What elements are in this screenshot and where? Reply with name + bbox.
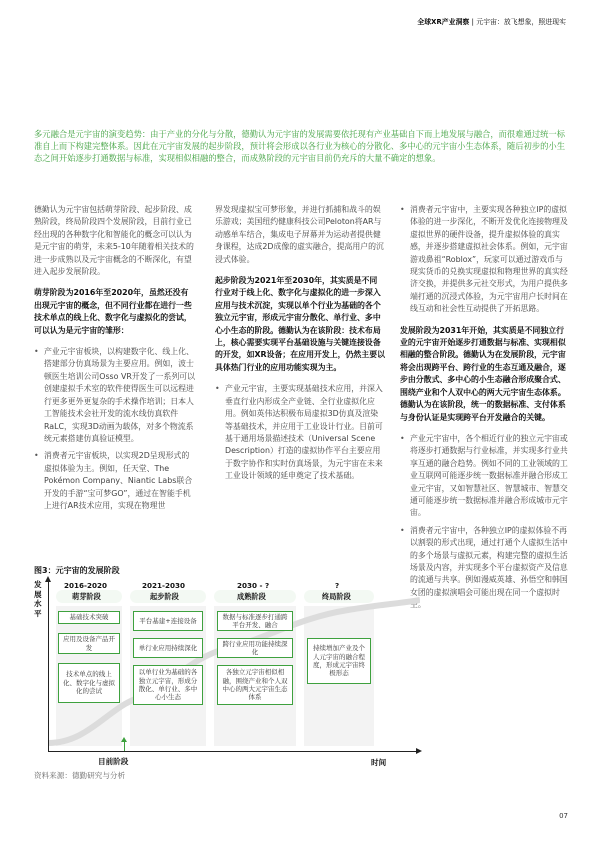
stage-name: 成熟阶段 <box>237 592 266 601</box>
intro-highlight-paragraph: 多元融合是元宇宙的演变趋势：由于产业的分化与分散，德勤认为元宇宙的发展需要依托现有产业基础自下而上地发展与融合，而很难通过统一标准自上而下构建完整体系。因此在元宇宙发展的起步阶段，预计将会形成以各行业为核心的分散化、多中心的元宇宙小生态体系，随后初步的小生态之间开始逐步打通数据与标准，实现相似相融的整合，而成熟阶段的元宇宙目前仍充斥的大量不确定的想象。 <box>34 129 566 164</box>
x-axis-label: 时间 <box>371 758 387 767</box>
stage-period: ? <box>335 581 340 590</box>
y-axis-label: 发展水平 <box>34 580 42 618</box>
bullet-list <box>400 204 568 316</box>
stage-box: 数据与标准逐步打通跨平台开发、融合 <box>217 611 293 631</box>
page-number: 07 <box>559 812 568 820</box>
stage-diagram <box>34 578 424 767</box>
stage-box: 以单行业为基础的各独立元宇宙，形成分散化、单行业、多中心小生态 <box>133 665 203 705</box>
x-axis <box>48 751 420 752</box>
stage-period: 2030 - ? <box>237 581 270 590</box>
figure-title: 图3：元宇宙的发展阶段 <box>34 566 120 575</box>
paragraph: 界发现虚拟宝可梦形象，并进行抓捕和战斗的娱乐游戏；美国纽约健康科技公司Peloton将AR与动感单车结合，集成电子屏幕并为运动者提供健身课程，达成2D成像的虚实融合，提高用户的沉浸式体验。 <box>215 205 384 264</box>
stage-name: 萌芽阶段 <box>72 592 101 601</box>
stage-name: 起步阶段 <box>150 592 179 601</box>
stage-box: 各独立元宇宙相似相融，围绕产业和个人双中心的两大元宇宙生态体系 <box>217 665 293 705</box>
stage-box: 持续增加产业及个人元宇宙的融合程度，形成元宇宙终极形态 <box>307 638 371 684</box>
list-item: • 消费者元宇宙板块，以实现2D呈现形式的虚拟体验为主。例如，任天堂、The Pokémon Company、Niantic Labs联合开发的手游“宝可梦GO”，通过在智能手机上进行AR技术应用，实现在物理世 <box>34 450 196 512</box>
bullet-list <box>34 346 196 512</box>
stage-box: 单行业应用持续深化 <box>133 638 203 658</box>
list-item: • 产业元宇宙板块，以构建数字化、线上化、搭建部分仿真场景为主要应用。例如，波士顿医生培训公司Osso VR开发了一系列可以创建虚拟手术室的软件使得医生可以远程进行更多更外更复杂的手术操作培训；日本人工智能技术会社开发的流水线仿真软件RaLC，实现3D动画为载体，对多个物流系统元素搭建仿真验证模型。 <box>34 346 196 445</box>
stage-box: 应用及设备产品开发 <box>58 633 120 654</box>
stage-box: 技术单点的线上化、数字化与虚拟化的尝试 <box>58 663 120 703</box>
paragraph: 德勤认为元宇宙包括萌芽阶段、起步阶段、成熟阶段，终局阶段四个发展阶段，目前行业已经出现的各种数字化和智能化的概念可以认为是元宇宙的萌芽，未来5-10年随着相关技术的进一步成熟以及元宇宙概念的不断深化，有望进入起步发展阶段。 <box>34 205 194 277</box>
current-stage-arrow-icon <box>124 739 125 751</box>
y-axis <box>48 578 49 752</box>
text-column-1 <box>34 204 196 521</box>
section-heading-paragraph: 起步阶段为2021年至2030年，其实质是不同行业对于线上化、数字化与虚拟化的进一步深入应用与技术沉淀，实现以单个行业为基础的各个独立元宇宙，形成元宇宙分散化、单行业、多中心小生态的阶段。德勤认为在该阶段：技术布局上，核心需要实现平台基础设施与关键连接设备的开发，如XR设备；在应用开发上，仍然主要以具体热门行业的应用功能实现为主。 <box>215 276 385 372</box>
section-heading-paragraph: 发展阶段为2031年开始，其实质是不同独立行业的元宇宙开始逐步打通数据与标准、实现相似相融的整合阶段。德勤认为在发展阶段，元宇宙将会出现跨平台、跨行业的生态互通及融合，逐步由分散式、多中心的小生态融合形成聚合式、围绕产业和个人双中心的两大元宇宙生态体系。德勤认为在该阶段，统一的数据标准、支付体系与身份认证是实现跨平台开发融合的关键。 <box>400 325 566 422</box>
list-item: • 消费者元宇宙中，主要实现各种独立IP的虚拟体验的进一步深化，不断开发优化连接物理及虚拟世界的硬件设备，提升虚拟体验的真实感，并逐步搭建虚拟社会体系。例如，元宇宙游戏鼻祖“Roblox”，玩家可以通过游戏币与现实货币的兑换实现虚拟和物理世界的真实经济交换，并提供多元社交形式，为用户提供多端打通的沉浸式体验，为元宇宙用户长时间在线互动和社会性互动提供了开拓思路。 <box>400 204 568 316</box>
stage-period: 2021-2030 <box>142 581 185 590</box>
current-stage-label: 目前阶段 <box>98 757 129 766</box>
stage-box: 基础技术突破 <box>58 611 120 624</box>
stage-box: 跨行业应用功能持续深化 <box>217 638 293 658</box>
text-column-2 <box>215 204 385 492</box>
list-item: • 产业元宇宙中，各个相近行业的独立元宇宙或将逐步打通数据与行业标准，并实现多行业共享互通的融合趋势。例如不同的工业领域的工业互联网可能逐步统一数据标准并融合形成工业元宇宙，又如智慧社区、智慧城市、智慧交通可能逐步统一数据标准并融合形成城市元宇宙。 <box>400 433 568 520</box>
stage-period: 2016-2020 <box>64 581 107 590</box>
bullet-list <box>215 383 385 482</box>
stage-name: 终局阶段 <box>322 592 351 601</box>
header-separator: | <box>469 18 477 26</box>
running-header <box>417 16 566 26</box>
source-note: 资料来源：德勤研究与分析 <box>34 771 126 780</box>
list-item: • 产业元宇宙，主要实现基础技术应用，并深入垂直行业内形成全产业链、全行业虚拟化应用。例如英伟达积极布局虚拟3D仿真及渲染等基础技术，并应用于工业设计行业。目前可基于通用场景描述技术（Universal Scene Description）打造的虚拟协作平台主要应用于数字协作和实时仿真场景，为元宇宙在未来工业设计领域的延申奠定了技术基础。 <box>215 383 385 482</box>
report-title: 全球XR产业洞察 <box>417 18 470 26</box>
list-item: • 消费者元宇宙中，各种独立IP的虚拟体验不再以割裂的形式出现，通过打通个人虚拟生活中的多个场景与虚拟元素，构建完整的虚拟生活场景及内容，并实现多个平台虚拟资产及信息的流通与共享。例如漫威英雄、孙悟空和韩国女团的虚拟演唱会可能出现在同一个虚拟时空。 <box>400 525 568 612</box>
section-heading-paragraph: 萌芽阶段为2016年至2020年，虽然还没有出现元宇宙的概念，但不同行业都在进行一些技术单点的线上化、数字化与虚拟化的尝试，可以认为是元宇宙的雏形： <box>34 288 192 335</box>
chapter-title: 元宇宙：放飞想象，照进现实 <box>476 18 566 26</box>
text-column-3 <box>400 204 568 621</box>
stage-box: 平台基建+连接设备 <box>133 611 203 631</box>
bullet-list <box>400 433 568 612</box>
